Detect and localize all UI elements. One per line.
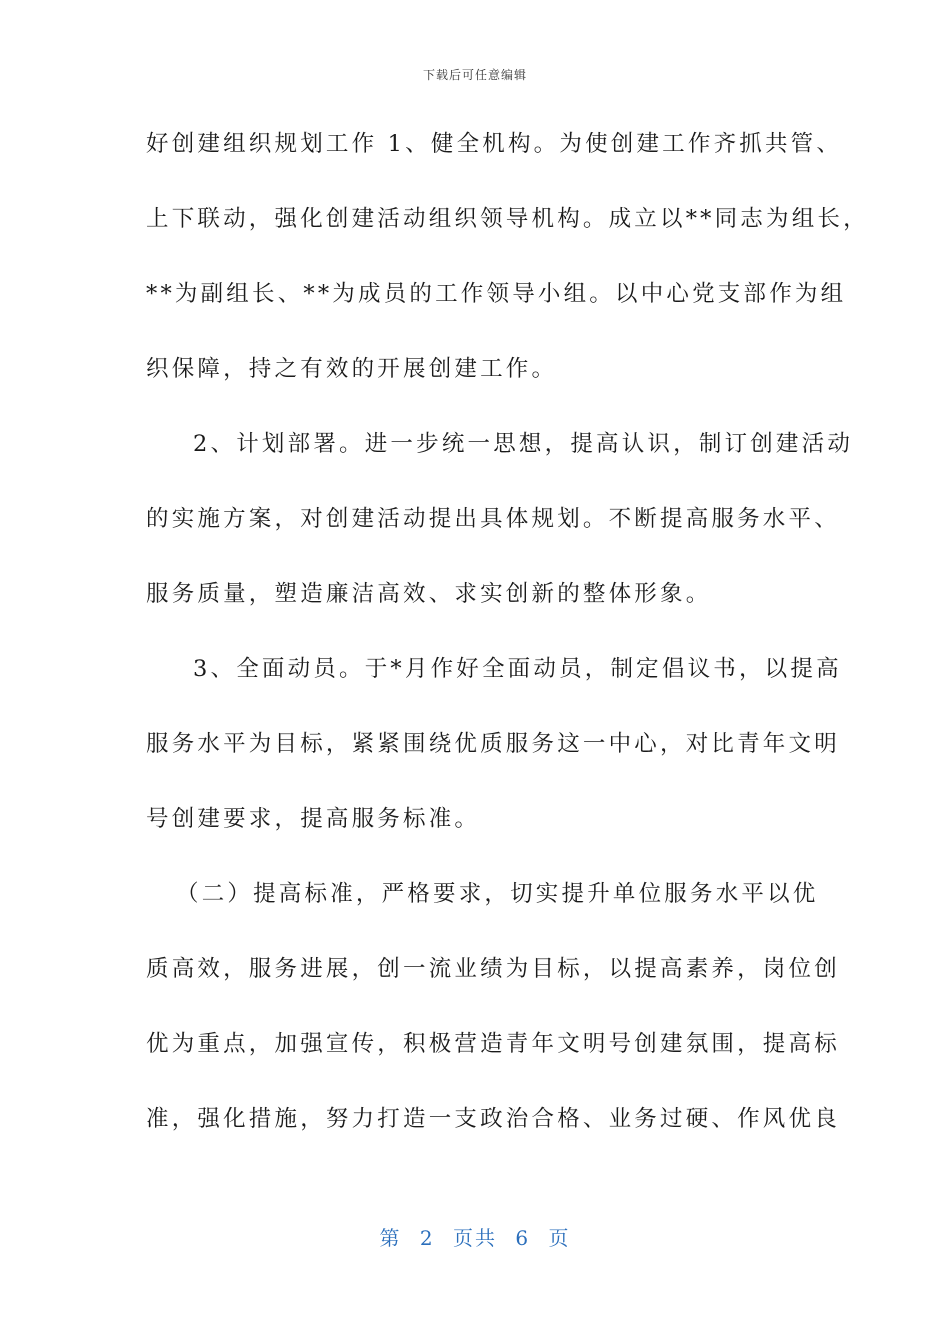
body-line: 好创建组织规划工作 1、健全机构。为使创建工作齐抓共管、 — [146, 131, 843, 157]
page-footer — [0, 1222, 950, 1251]
body-line: 的实施方案，对创建活动提出具体规划。不断提高服务水平、 — [146, 506, 840, 532]
body-line: 服务质量，塑造廉洁高效、求实创新的整体形象。 — [146, 581, 712, 607]
body-line: 织保障，持之有效的开展创建工作。 — [146, 356, 558, 382]
body-line: （二）提高标准，严格要求，切实提升单位服务水平以优 — [176, 881, 819, 907]
page-label-mid: 页共 — [453, 1226, 497, 1250]
body-line: 质高效，服务进展，创一流业绩为目标，以提高素养，岗位创 — [146, 956, 840, 982]
body-line: 上下联动，强化创建活动组织领导机构。成立以**同志为组长， — [146, 206, 869, 232]
document-body — [146, 118, 869, 1168]
header-note: 下载后可任意编辑 — [422, 68, 527, 82]
current-page-number: 2 — [419, 1226, 435, 1250]
total-pages-number: 6 — [515, 1226, 531, 1250]
body-line: 2、计划部署。进一步统一思想，提高认识，制订创建活动 — [193, 431, 854, 457]
page-label-prefix: 第 — [379, 1226, 402, 1250]
body-line: 服务水平为目标，紧紧围绕优质服务这一中心，对比青年文明 — [146, 731, 840, 757]
body-line: 准，强化措施，努力打造一支政治合格、业务过硬、作风优良 — [146, 1106, 840, 1132]
body-line: 号创建要求，提高服务标准。 — [146, 806, 481, 832]
body-line: 优为重点，加强宣传，积极营造青年文明号创建氛围，提高标 — [146, 1031, 840, 1057]
page-label-suffix: 页 — [548, 1226, 571, 1250]
body-line: 3、全面动员。于*月作好全面动员，制定倡议书，以提高 — [193, 656, 842, 682]
body-line: **为副组长、**为成员的工作领导小组。以中心党支部作为组 — [146, 281, 847, 307]
